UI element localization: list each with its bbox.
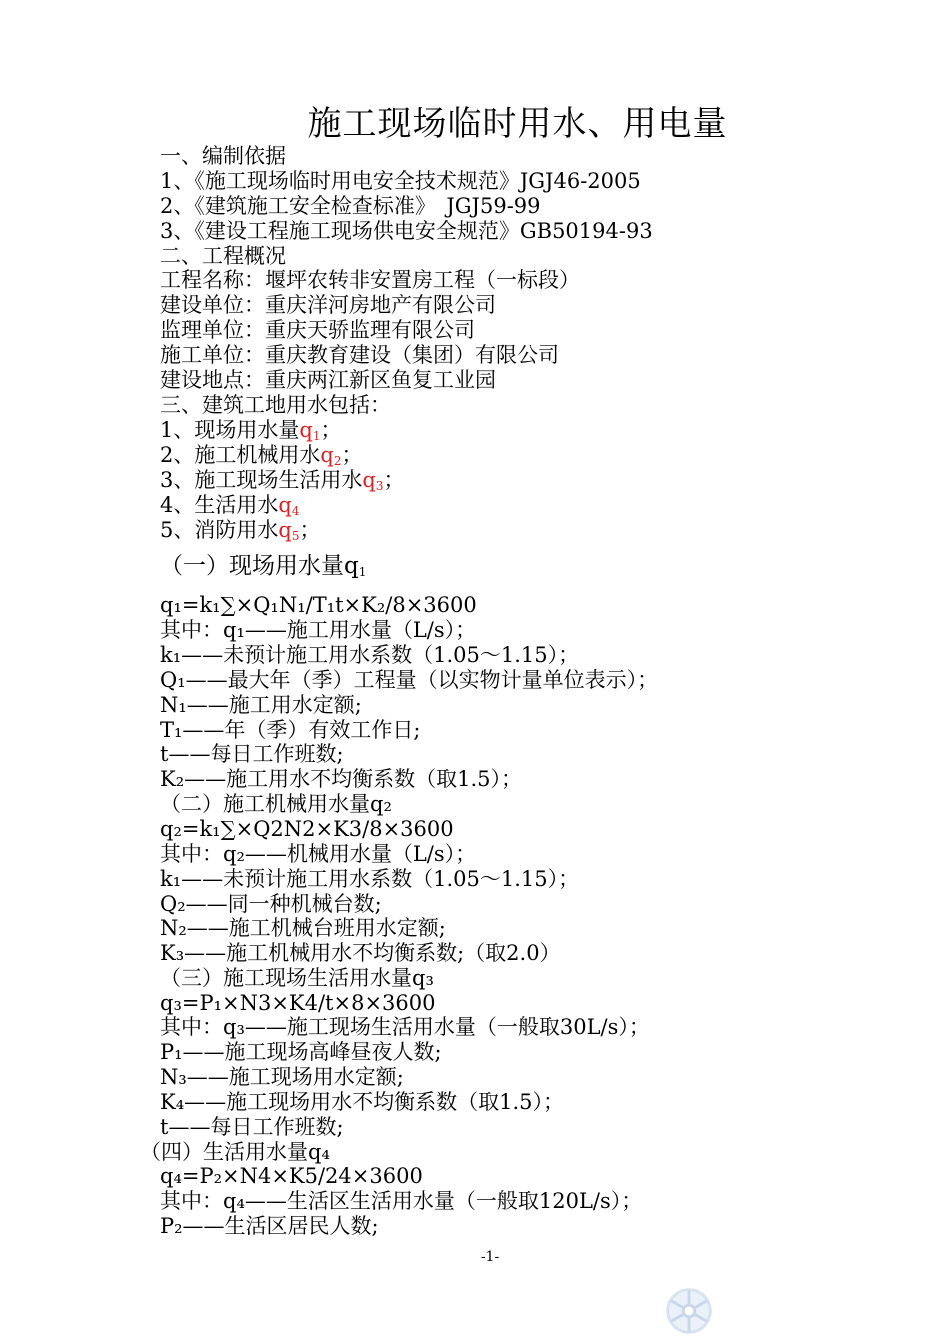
water-usage-code: q: [278, 518, 292, 542]
water-usage-code-sub: 1: [312, 429, 321, 443]
overview-item: 建设单位：重庆洋河房地产有限公司: [160, 293, 496, 317]
section-1-line: T₁——年（季）有效工作日;: [160, 718, 421, 742]
section-2-line: k₁——未预计施工用水系数（1.05～1.15）；: [160, 867, 580, 891]
overview-heading: 二、工程概况: [160, 244, 286, 268]
section-3-line: t——每日工作班数;: [160, 1115, 344, 1139]
water-usage-tail: ；: [341, 443, 363, 467]
basis-heading: 一、编制依据: [160, 144, 286, 168]
section-4-heading: （四）生活用水量q₄: [140, 1140, 330, 1164]
section-2-line: N₂——施工机械台班用水定额;: [160, 916, 446, 940]
water-usage-heading: 三、建筑工地用水包括：: [160, 393, 391, 417]
water-usage-item-label: 5、消防用水: [160, 518, 279, 542]
section-4-line: 其中：q₄——生活区生活用水量（一般取120L/s）；: [160, 1189, 643, 1213]
section-1-line: N₁——施工用水定额;: [160, 693, 362, 717]
water-usage-item-label: 4、生活用水: [160, 493, 279, 517]
water-usage-code: q: [320, 443, 334, 467]
section-3-heading: （三）施工现场生活用水量q₃: [160, 966, 434, 990]
water-usage-item-label: 3、施工现场生活用水: [160, 468, 363, 492]
section-2-formula: q₂=k₁∑×Q2N2×K3/8×3600: [160, 817, 454, 841]
water-usage-code-sub: 3: [375, 479, 384, 493]
water-usage-code-sub: 5: [291, 529, 300, 543]
section-3-formula: q₃=P₁×N3×K4/t×8×3600: [160, 991, 436, 1015]
overview-item: 监理单位：重庆天骄监理有限公司: [160, 318, 475, 342]
overview-item: 工程名称：堰坪农转非安置房工程（一标段）: [160, 268, 580, 292]
water-usage-item-label: 2、施工机械用水: [160, 443, 321, 467]
section-1-line: k₁——未预计施工用水系数（1.05～1.15）；: [160, 643, 580, 667]
section-2-line: 其中：q₂——机械用水量（L/s）；: [160, 842, 477, 866]
basis-item: 3、《建设工程施工现场供电安全规范》GB50194-93: [160, 219, 653, 243]
water-usage-code: q: [299, 418, 313, 442]
water-usage-code-sub: 2: [333, 454, 342, 468]
water-usage-code: q: [362, 468, 376, 492]
section-4-formula: q₄=P₂×N4×K5/24×3600: [160, 1164, 423, 1188]
section-1-formula: q₁=k₁∑×Q₁N₁/T₁t×K₂/8×3600: [160, 593, 477, 617]
water-usage-tail: ；: [320, 418, 342, 442]
water-usage-item: [160, 518, 320, 549]
water-usage-code-sub: 4: [291, 504, 300, 518]
section-2-line: Q₂——同一种机械台数;: [160, 892, 382, 916]
overview-item: 建设地点：重庆两江新区鱼复工业园: [160, 368, 496, 392]
water-usage-tail: ；: [299, 518, 321, 542]
basis-item: 2、《建筑施工安全检查标准》 JGJ59-99: [160, 194, 541, 218]
page-title: 施工现场临时用水、用电量: [307, 104, 728, 144]
water-usage-item-label: 1、现场用水量: [160, 418, 300, 442]
section-1-heading-sub: 1: [358, 565, 367, 579]
section-1-heading: [160, 554, 366, 585]
section-2-heading: （二）施工机械用水量q₂: [160, 792, 392, 816]
page-number: -1-: [480, 1249, 500, 1265]
section-1-line: Q₁——最大年（季）工程量（以实物计量单位表示）；: [160, 668, 659, 692]
section-4-line: P₂——生活区居民人数;: [160, 1214, 379, 1238]
water-usage-tail: ；: [383, 468, 405, 492]
section-2-line: K₃——施工机械用水不均衡系数;（取2.0）: [160, 941, 561, 965]
section-3-line: P₁——施工现场高峰昼夜人数;: [160, 1040, 442, 1064]
overview-item: 施工单位：重庆教育建设（集团）有限公司: [160, 343, 559, 367]
section-1-line: 其中：q₁——施工用水量（L/s）；: [160, 618, 477, 642]
section-3-line: K₄——施工现场用水不均衡系数（取1.5）；: [160, 1090, 565, 1114]
section-3-line: 其中：q₃——施工现场生活用水量（一般取30L/s）；: [160, 1015, 650, 1039]
section-1-line: t——每日工作班数;: [160, 742, 344, 766]
section-1-heading-text: （一）现场用水量q: [160, 553, 359, 579]
section-3-line: N₃——施工现场用水定额;: [160, 1065, 404, 1089]
section-1-line: K₂——施工用水不均衡系数（取1.5）；: [160, 767, 523, 791]
water-usage-code: q: [278, 493, 292, 517]
snowflake-icon: [660, 1282, 718, 1340]
basis-item: 1、《施工现场临时用电安全技术规范》JGJ46-2005: [160, 169, 641, 193]
